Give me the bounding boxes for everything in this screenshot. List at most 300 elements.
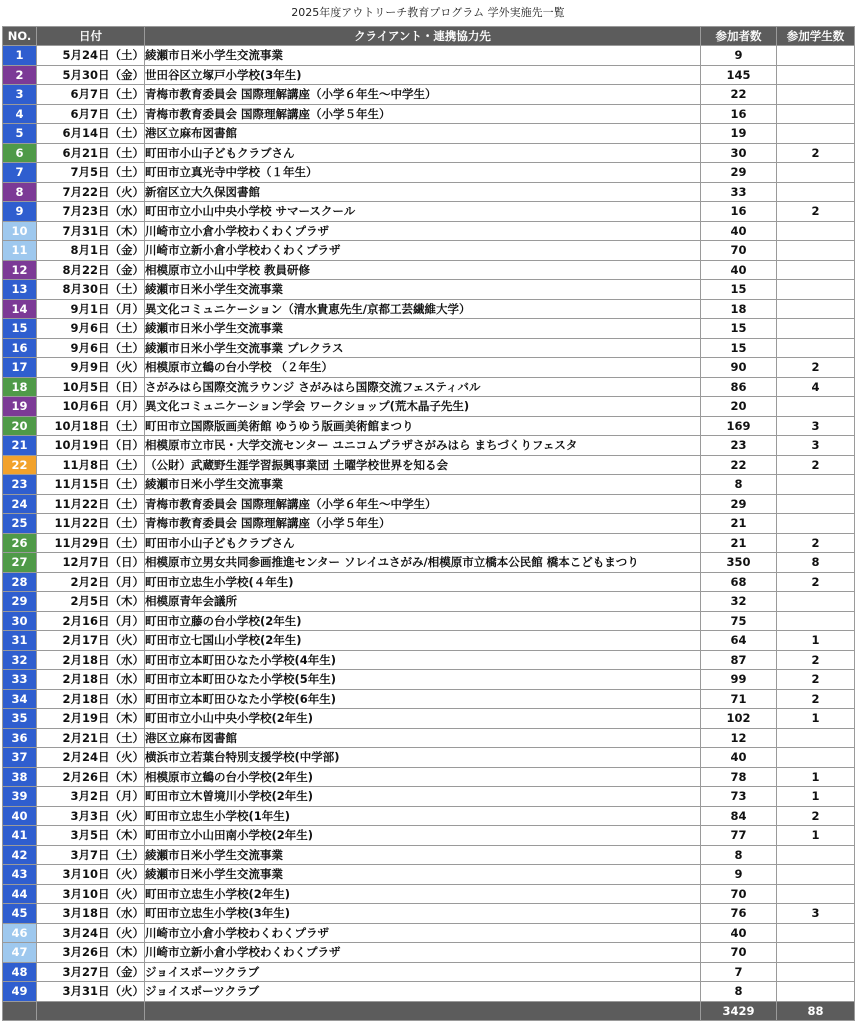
table-row bbox=[3, 494, 855, 514]
row-client: 相模原市立男女共同参画推進センター ソレイユさがみ/相模原市立橋本公民館 橋本こどもまつり bbox=[145, 553, 701, 573]
row-participants: 145 bbox=[701, 65, 777, 85]
row-students: 2 bbox=[777, 670, 855, 690]
row-students bbox=[777, 397, 855, 417]
row-students bbox=[777, 124, 855, 144]
row-students: 2 bbox=[777, 533, 855, 553]
row-participants: 15 bbox=[701, 280, 777, 300]
row-number: 25 bbox=[3, 514, 37, 534]
table-row bbox=[3, 845, 855, 865]
row-students bbox=[777, 299, 855, 319]
row-number: 7 bbox=[3, 163, 37, 183]
table-row bbox=[3, 748, 855, 768]
row-date: 10月5日（日） bbox=[37, 377, 145, 397]
row-date: 9月9日（火） bbox=[37, 358, 145, 378]
row-client: 町田市立本町田ひなた小学校(6年生) bbox=[145, 689, 701, 709]
row-participants: 20 bbox=[701, 397, 777, 417]
total-no-cell bbox=[3, 1001, 37, 1020]
table-row bbox=[3, 221, 855, 241]
row-client: 町田市立忠生小学校(2年生) bbox=[145, 884, 701, 904]
header-row bbox=[3, 27, 855, 46]
row-participants: 19 bbox=[701, 124, 777, 144]
row-students bbox=[777, 221, 855, 241]
row-date: 9月6日（土） bbox=[37, 338, 145, 358]
table-row bbox=[3, 728, 855, 748]
row-participants: 90 bbox=[701, 358, 777, 378]
row-date: 2月24日（火） bbox=[37, 748, 145, 768]
table-row bbox=[3, 377, 855, 397]
row-participants: 75 bbox=[701, 611, 777, 631]
row-participants: 40 bbox=[701, 748, 777, 768]
row-client: 青梅市教育委員会 国際理解講座（小学６年生〜中学生） bbox=[145, 494, 701, 514]
row-students bbox=[777, 923, 855, 943]
row-client: 町田市立小山中央小学校(2年生) bbox=[145, 709, 701, 729]
row-date: 3月5日（木） bbox=[37, 826, 145, 846]
row-number: 39 bbox=[3, 787, 37, 807]
row-number: 29 bbox=[3, 592, 37, 612]
row-students bbox=[777, 865, 855, 885]
row-client: 港区立麻布図書館 bbox=[145, 124, 701, 144]
row-participants: 21 bbox=[701, 514, 777, 534]
row-client: 青梅市教育委員会 国際理解講座（小学５年生） bbox=[145, 514, 701, 534]
row-number: 44 bbox=[3, 884, 37, 904]
table-row bbox=[3, 592, 855, 612]
row-students: 1 bbox=[777, 631, 855, 651]
row-participants: 8 bbox=[701, 982, 777, 1002]
row-client: 町田市小山子どもクラブさん bbox=[145, 533, 701, 553]
row-client: 青梅市教育委員会 国際理解講座（小学５年生） bbox=[145, 104, 701, 124]
row-number: 42 bbox=[3, 845, 37, 865]
table-row bbox=[3, 806, 855, 826]
row-students bbox=[777, 611, 855, 631]
table-row bbox=[3, 475, 855, 495]
total-students: 88 bbox=[777, 1001, 855, 1020]
row-number: 12 bbox=[3, 260, 37, 280]
row-participants: 29 bbox=[701, 163, 777, 183]
row-client: 川崎市立小倉小学校わくわくプラザ bbox=[145, 923, 701, 943]
row-number: 36 bbox=[3, 728, 37, 748]
row-client: 町田市立真光寺中学校（１年生） bbox=[145, 163, 701, 183]
row-students bbox=[777, 65, 855, 85]
row-number: 32 bbox=[3, 650, 37, 670]
row-participants: 77 bbox=[701, 826, 777, 846]
table-row bbox=[3, 104, 855, 124]
row-students bbox=[777, 475, 855, 495]
row-students: 3 bbox=[777, 416, 855, 436]
row-number: 8 bbox=[3, 182, 37, 202]
row-date: 3月27日（金） bbox=[37, 962, 145, 982]
row-number: 27 bbox=[3, 553, 37, 573]
row-number: 1 bbox=[3, 46, 37, 66]
row-date: 12月7日（日） bbox=[37, 553, 145, 573]
row-date: 3月3日（火） bbox=[37, 806, 145, 826]
table-row bbox=[3, 85, 855, 105]
row-participants: 40 bbox=[701, 923, 777, 943]
row-number: 31 bbox=[3, 631, 37, 651]
row-date: 11月29日（土） bbox=[37, 533, 145, 553]
row-participants: 76 bbox=[701, 904, 777, 924]
row-students bbox=[777, 845, 855, 865]
row-date: 3月10日（火） bbox=[37, 884, 145, 904]
row-participants: 33 bbox=[701, 182, 777, 202]
row-participants: 21 bbox=[701, 533, 777, 553]
table-row bbox=[3, 143, 855, 163]
row-date: 6月7日（土） bbox=[37, 104, 145, 124]
table-row bbox=[3, 553, 855, 573]
row-client: 川崎市立新小倉小学校わくわくプラザ bbox=[145, 241, 701, 261]
row-students: 2 bbox=[777, 650, 855, 670]
row-date: 6月7日（土） bbox=[37, 85, 145, 105]
row-students: 1 bbox=[777, 709, 855, 729]
row-date: 2月16日（月） bbox=[37, 611, 145, 631]
row-participants: 8 bbox=[701, 845, 777, 865]
table-row bbox=[3, 436, 855, 456]
row-students bbox=[777, 260, 855, 280]
row-date: 11月22日（土） bbox=[37, 494, 145, 514]
row-number: 33 bbox=[3, 670, 37, 690]
table-row bbox=[3, 46, 855, 66]
row-number: 4 bbox=[3, 104, 37, 124]
row-date: 5月30日（金） bbox=[37, 65, 145, 85]
table-row bbox=[3, 631, 855, 651]
row-client: 相模原市立小山中学校 教員研修 bbox=[145, 260, 701, 280]
table-row bbox=[3, 202, 855, 222]
row-date: 3月2日（月） bbox=[37, 787, 145, 807]
row-client: 綾瀬市日米小学生交流事業 bbox=[145, 319, 701, 339]
row-client: さがみはら国際交流ラウンジ さがみはら国際交流フェスティバル bbox=[145, 377, 701, 397]
row-participants: 8 bbox=[701, 475, 777, 495]
row-students bbox=[777, 982, 855, 1002]
row-students bbox=[777, 943, 855, 963]
row-date: 7月5日（土） bbox=[37, 163, 145, 183]
table-row bbox=[3, 533, 855, 553]
row-number: 10 bbox=[3, 221, 37, 241]
header-date: 日付 bbox=[37, 27, 145, 46]
row-students: 1 bbox=[777, 826, 855, 846]
row-number: 43 bbox=[3, 865, 37, 885]
row-participants: 12 bbox=[701, 728, 777, 748]
row-students bbox=[777, 884, 855, 904]
table-row bbox=[3, 319, 855, 339]
row-students bbox=[777, 728, 855, 748]
row-participants: 84 bbox=[701, 806, 777, 826]
row-students: 2 bbox=[777, 202, 855, 222]
row-number: 30 bbox=[3, 611, 37, 631]
table-row bbox=[3, 280, 855, 300]
total-client-cell bbox=[145, 1001, 701, 1020]
row-client: 青梅市教育委員会 国際理解講座（小学６年生〜中学生） bbox=[145, 85, 701, 105]
row-participants: 15 bbox=[701, 338, 777, 358]
table-row bbox=[3, 787, 855, 807]
row-client: 町田市立忠生小学校(1年生) bbox=[145, 806, 701, 826]
table-row bbox=[3, 962, 855, 982]
row-date: 2月18日（水） bbox=[37, 689, 145, 709]
table-row bbox=[3, 884, 855, 904]
row-client: 町田市立本町田ひなた小学校(5年生) bbox=[145, 670, 701, 690]
row-number: 23 bbox=[3, 475, 37, 495]
row-participants: 32 bbox=[701, 592, 777, 612]
row-students: 2 bbox=[777, 358, 855, 378]
row-students: 2 bbox=[777, 143, 855, 163]
table-row bbox=[3, 514, 855, 534]
table-row bbox=[3, 982, 855, 1002]
row-participants: 350 bbox=[701, 553, 777, 573]
table-row bbox=[3, 455, 855, 475]
row-participants: 23 bbox=[701, 436, 777, 456]
row-students bbox=[777, 748, 855, 768]
row-students: 3 bbox=[777, 904, 855, 924]
row-participants: 70 bbox=[701, 884, 777, 904]
row-date: 10月19日（日） bbox=[37, 436, 145, 456]
row-number: 35 bbox=[3, 709, 37, 729]
row-students bbox=[777, 592, 855, 612]
row-client: 相模原市立鶴の台小学校(2年生) bbox=[145, 767, 701, 787]
row-participants: 29 bbox=[701, 494, 777, 514]
row-number: 22 bbox=[3, 455, 37, 475]
row-client: 綾瀬市日米小学生交流事業 bbox=[145, 865, 701, 885]
row-number: 21 bbox=[3, 436, 37, 456]
row-client: 川崎市立新小倉小学校わくわくプラザ bbox=[145, 943, 701, 963]
row-date: 2月18日（水） bbox=[37, 650, 145, 670]
row-students: 8 bbox=[777, 553, 855, 573]
row-participants: 40 bbox=[701, 221, 777, 241]
row-number: 15 bbox=[3, 319, 37, 339]
table-row bbox=[3, 611, 855, 631]
row-students bbox=[777, 338, 855, 358]
row-client: 綾瀬市日米小学生交流事業 bbox=[145, 845, 701, 865]
table-row bbox=[3, 572, 855, 592]
row-date: 8月22日（金） bbox=[37, 260, 145, 280]
row-date: 2月26日（木） bbox=[37, 767, 145, 787]
row-participants: 78 bbox=[701, 767, 777, 787]
row-date: 2月18日（水） bbox=[37, 670, 145, 690]
table-row bbox=[3, 260, 855, 280]
header-no: NO. bbox=[3, 27, 37, 46]
row-number: 45 bbox=[3, 904, 37, 924]
row-number: 18 bbox=[3, 377, 37, 397]
row-client: 綾瀬市日米小学生交流事業 プレクラス bbox=[145, 338, 701, 358]
row-number: 47 bbox=[3, 943, 37, 963]
row-client: 異文化コミュニケーション学会 ワークショップ(荒木晶子先生) bbox=[145, 397, 701, 417]
row-date: 7月23日（水） bbox=[37, 202, 145, 222]
row-client: 綾瀬市日米小学生交流事業 bbox=[145, 46, 701, 66]
row-client: 新宿区立大久保図書館 bbox=[145, 182, 701, 202]
table-row bbox=[3, 338, 855, 358]
row-date: 5月24日（土） bbox=[37, 46, 145, 66]
row-number: 6 bbox=[3, 143, 37, 163]
row-participants: 16 bbox=[701, 202, 777, 222]
row-number: 17 bbox=[3, 358, 37, 378]
row-participants: 22 bbox=[701, 455, 777, 475]
row-students bbox=[777, 494, 855, 514]
row-participants: 169 bbox=[701, 416, 777, 436]
row-date: 6月21日（土） bbox=[37, 143, 145, 163]
table-row bbox=[3, 670, 855, 690]
row-students: 1 bbox=[777, 767, 855, 787]
row-client: 町田市立本町田ひなた小学校(4年生) bbox=[145, 650, 701, 670]
row-date: 8月1日（金） bbox=[37, 241, 145, 261]
row-number: 48 bbox=[3, 962, 37, 982]
row-client: 町田市立小山中央小学校 サマースクール bbox=[145, 202, 701, 222]
row-client: 相模原青年会議所 bbox=[145, 592, 701, 612]
total-row bbox=[3, 1001, 855, 1020]
row-participants: 73 bbox=[701, 787, 777, 807]
row-participants: 30 bbox=[701, 143, 777, 163]
row-client: 町田市立国際版画美術館 ゆうゆう版画美術館まつり bbox=[145, 416, 701, 436]
row-number: 49 bbox=[3, 982, 37, 1002]
row-date: 2月17日（火） bbox=[37, 631, 145, 651]
row-participants: 18 bbox=[701, 299, 777, 319]
table-row bbox=[3, 65, 855, 85]
row-participants: 86 bbox=[701, 377, 777, 397]
row-number: 26 bbox=[3, 533, 37, 553]
table-row bbox=[3, 241, 855, 261]
row-date: 10月6日（月） bbox=[37, 397, 145, 417]
table-row bbox=[3, 397, 855, 417]
row-students: 4 bbox=[777, 377, 855, 397]
row-students: 1 bbox=[777, 787, 855, 807]
row-date: 2月5日（木） bbox=[37, 592, 145, 612]
row-client: 綾瀬市日米小学生交流事業 bbox=[145, 280, 701, 300]
row-date: 10月18日（土） bbox=[37, 416, 145, 436]
row-number: 37 bbox=[3, 748, 37, 768]
table-body bbox=[3, 46, 855, 1002]
table-row bbox=[3, 163, 855, 183]
row-students bbox=[777, 85, 855, 105]
row-students: 2 bbox=[777, 689, 855, 709]
row-students bbox=[777, 163, 855, 183]
row-client: 相模原市立鶴の台小学校 （２年生） bbox=[145, 358, 701, 378]
table-row bbox=[3, 689, 855, 709]
header-participants: 参加者数 bbox=[701, 27, 777, 46]
row-participants: 9 bbox=[701, 865, 777, 885]
table-row bbox=[3, 826, 855, 846]
row-students: 3 bbox=[777, 436, 855, 456]
row-client: 綾瀬市日米小学生交流事業 bbox=[145, 475, 701, 495]
table-row bbox=[3, 943, 855, 963]
row-client: 町田市立木曽境川小学校(2年生) bbox=[145, 787, 701, 807]
row-participants: 71 bbox=[701, 689, 777, 709]
table-row bbox=[3, 650, 855, 670]
row-students bbox=[777, 280, 855, 300]
row-date: 7月22日（火） bbox=[37, 182, 145, 202]
row-participants: 87 bbox=[701, 650, 777, 670]
row-number: 3 bbox=[3, 85, 37, 105]
row-students: 2 bbox=[777, 455, 855, 475]
row-participants: 70 bbox=[701, 241, 777, 261]
row-students bbox=[777, 514, 855, 534]
row-date: 3月31日（火） bbox=[37, 982, 145, 1002]
row-date: 9月6日（土） bbox=[37, 319, 145, 339]
row-participants: 102 bbox=[701, 709, 777, 729]
row-number: 28 bbox=[3, 572, 37, 592]
table-row bbox=[3, 358, 855, 378]
document-title: 2025年度アウトリーチ教育プログラム 学外実施先一覧 bbox=[291, 6, 565, 19]
row-number: 19 bbox=[3, 397, 37, 417]
row-number: 20 bbox=[3, 416, 37, 436]
row-number: 2 bbox=[3, 65, 37, 85]
row-date: 11月8日（土） bbox=[37, 455, 145, 475]
row-participants: 9 bbox=[701, 46, 777, 66]
table-row bbox=[3, 124, 855, 144]
row-students bbox=[777, 182, 855, 202]
row-client: 町田市立七国山小学校(2年生) bbox=[145, 631, 701, 651]
table-row bbox=[3, 865, 855, 885]
row-date: 2月2日（月） bbox=[37, 572, 145, 592]
row-number: 38 bbox=[3, 767, 37, 787]
row-client: 相模原市立市民・大学交流センター ユニコムプラザさがみはら まちづくりフェスタ bbox=[145, 436, 701, 456]
row-date: 3月18日（水） bbox=[37, 904, 145, 924]
row-participants: 15 bbox=[701, 319, 777, 339]
table-row bbox=[3, 182, 855, 202]
row-client: 世田谷区立塚戸小学校(3年生) bbox=[145, 65, 701, 85]
row-participants: 22 bbox=[701, 85, 777, 105]
row-number: 34 bbox=[3, 689, 37, 709]
table-row bbox=[3, 767, 855, 787]
table-row bbox=[3, 299, 855, 319]
row-date: 3月24日（火） bbox=[37, 923, 145, 943]
header-client: クライアント・連携協力先 bbox=[145, 27, 701, 46]
row-participants: 99 bbox=[701, 670, 777, 690]
row-client: 町田市立忠生小学校(４年生) bbox=[145, 572, 701, 592]
row-number: 16 bbox=[3, 338, 37, 358]
row-client: 異文化コミュニケーション（清水貴恵先生/京都工芸繊維大学） bbox=[145, 299, 701, 319]
row-number: 14 bbox=[3, 299, 37, 319]
row-students: 2 bbox=[777, 806, 855, 826]
total-participants: 3429 bbox=[701, 1001, 777, 1020]
row-date: 7月31日（木） bbox=[37, 221, 145, 241]
row-date: 3月7日（土） bbox=[37, 845, 145, 865]
row-client: （公財）武蔵野生涯学習振興事業団 土曜学校世界を知る会 bbox=[145, 455, 701, 475]
table-row bbox=[3, 416, 855, 436]
total-date-cell bbox=[37, 1001, 145, 1020]
row-date: 9月1日（月） bbox=[37, 299, 145, 319]
row-participants: 40 bbox=[701, 260, 777, 280]
row-client: 町田市立藤の台小学校(2年生) bbox=[145, 611, 701, 631]
row-client: 町田市小山子どもクラブさん bbox=[145, 143, 701, 163]
row-client: 川崎市立小倉小学校わくわくプラザ bbox=[145, 221, 701, 241]
row-participants: 7 bbox=[701, 962, 777, 982]
row-client: ジョイスポーツクラブ bbox=[145, 982, 701, 1002]
row-date: 11月15日（土） bbox=[37, 475, 145, 495]
row-number: 13 bbox=[3, 280, 37, 300]
table-row bbox=[3, 923, 855, 943]
row-number: 11 bbox=[3, 241, 37, 261]
row-students bbox=[777, 46, 855, 66]
outreach-table bbox=[2, 26, 855, 1021]
row-students bbox=[777, 104, 855, 124]
row-date: 2月19日（木） bbox=[37, 709, 145, 729]
row-students bbox=[777, 319, 855, 339]
row-number: 24 bbox=[3, 494, 37, 514]
row-participants: 64 bbox=[701, 631, 777, 651]
row-client: 町田市立小山田南小学校(2年生) bbox=[145, 826, 701, 846]
row-students bbox=[777, 962, 855, 982]
table-row bbox=[3, 709, 855, 729]
row-date: 2月21日（土） bbox=[37, 728, 145, 748]
row-participants: 68 bbox=[701, 572, 777, 592]
row-number: 40 bbox=[3, 806, 37, 826]
row-date: 3月26日（木） bbox=[37, 943, 145, 963]
row-date: 8月30日（土） bbox=[37, 280, 145, 300]
row-number: 5 bbox=[3, 124, 37, 144]
row-client: 港区立麻布図書館 bbox=[145, 728, 701, 748]
row-client: 町田市立忠生小学校(3年生) bbox=[145, 904, 701, 924]
table-row bbox=[3, 904, 855, 924]
row-students bbox=[777, 241, 855, 261]
row-participants: 70 bbox=[701, 943, 777, 963]
row-number: 46 bbox=[3, 923, 37, 943]
row-client: ジョイスポーツクラブ bbox=[145, 962, 701, 982]
